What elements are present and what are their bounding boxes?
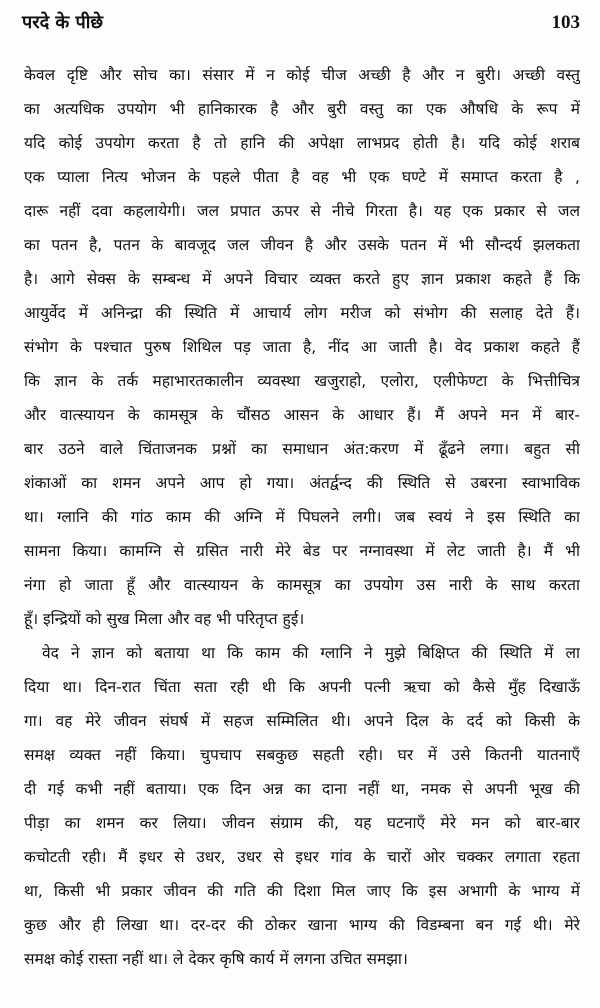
text-line: का अत्यधिक उपयोग भी हानिकारक है और बुरी वस्तु का एक औषधि के रूप में [24,100,580,118]
text-line: नंगा हो जाता हूँ और वात्स्यायन के कामसूत्र का उपयोग उस नारी के साथ करता [24,576,580,594]
text-line: था, किसी भी प्रकार जीवन की गति की दिशा मिल जाए कि इस अभागी के भाग्य में [24,882,580,900]
page-number: 103 [551,12,580,33]
text-line: कि ज्ञान के तर्क महाभारतकालीन व्यवस्था खजुराहो, एलोरा, एलीफेण्टा के भित्तीचित्र [24,372,580,390]
text-line: केवल दृष्टि और सोच का। संसार में न कोई चीज अच्छी है और न बुरी। अच्छी वस्तु [24,66,580,84]
text-line: सामना किया। कामग्नि से ग्रसित नारी मेरे बेड पर नग्नावस्था में लेट जाती है। मैं भी [24,542,580,560]
text-line: बार उठने वाले चिंताजनक प्रश्नों का समाधान अंत:करण में ढूँढने लगा। बहुत सी [24,440,580,458]
text-line: कचोटती रही। मैं इधर से उधर, उधर से इधर गांव के चारों ओर चक्कर लगाता रहता [24,848,580,866]
text-line: यदि कोई उपयोग करता है तो हानि की अपेक्षा लाभप्रद होती है। यदि कोई शराब [24,134,580,152]
text-line: गा। वह मेरे जीवन संघर्ष में सहज सम्मिलित थी। अपने दिल के दर्द को किसी के [24,712,580,730]
text-line: संभोग के पश्चात पुरुष शिथिल पड़ जाता है, नींद आ जाती है। वेद प्रकाश कहते हैं [24,338,580,356]
paragraph-end-line: समक्ष कोई रास्ता नहीं था। ले देकर कृषि कार्य में लगना उचित समझा। [24,950,408,968]
running-title: परदे के पीछे [22,12,104,33]
text-line: है। आगे सेक्स के सम्बन्ध में अपने विचार व्यक्त करते हुए ज्ञान प्रकाश कहते हैं कि [24,270,580,288]
text-line: एक प्याला नित्य भोजन के पहले पीता है वह भी एक घण्टे में समाप्त करता है , [24,168,580,186]
paragraph-end-line: हूँ। इन्द्रियों को सुख मिला और वह भी परितृप्त हुई। [24,610,305,628]
text-line: और वात्स्यायन के कामसूत्र के चौंसठ आसन के आधार हैं। मैं अपने मन में बार- [24,406,580,424]
paragraph-start-line: वेद ने ज्ञान को बताया था कि काम की ग्लानि ने मुझे बिक्षिप्त की स्थिति में ला [42,644,580,662]
text-line: कुछ और ही लिखा था। दर-दर की ठोकर खाना भाग्य की विडम्बना बन गई थी। मेरे [24,916,580,934]
text-line: समक्ष व्यक्त नहीं किया। चुपचाप सबकुछ सहती रही। घर में उसे कितनी यातनाएँ [24,746,580,764]
body-text [24,58,580,976]
text-line: था। ग्लानि की गांठ काम की अग्नि में पिघलने लगी। जब स्वयं ने इस स्थिति का [24,508,580,526]
text-line: का पतन है, पतन के बावजूद जल जीवन है और उसके पतन में भी सौन्दर्य झलकता [24,236,580,254]
text-line: दी गई कभी नहीं बताया। एक दिन अन्न का दाना नहीं था, नमक से अपनी भूख की [24,780,580,798]
text-line: दारू नहीं दवा कहलायेगी। जल प्रपात ऊपर से नीचे गिरता है। यह एक प्रकार से जल [24,202,580,220]
text-line: दिया था। दिन-रात चिंता सता रही थी कि अपनी पत्नी ऋचा को कैसे मुँह दिखाऊँ [24,678,580,696]
text-line: पीड़ा का शमन कर लिया। जीवन संग्राम की, यह घटनाएँ मेरे मन को बार-बार [24,814,580,832]
text-line: आयुर्वेद में अनिन्द्रा की स्थिति में आचार्य लोग मरीज को संभोग की सलाह देते हैं। [24,304,580,322]
text-line: शंकाओं का शमन अपने आप हो गया। अंतर्द्वन्द की स्थिति से उबरना स्वाभाविक [24,474,580,492]
page-header [22,10,580,44]
